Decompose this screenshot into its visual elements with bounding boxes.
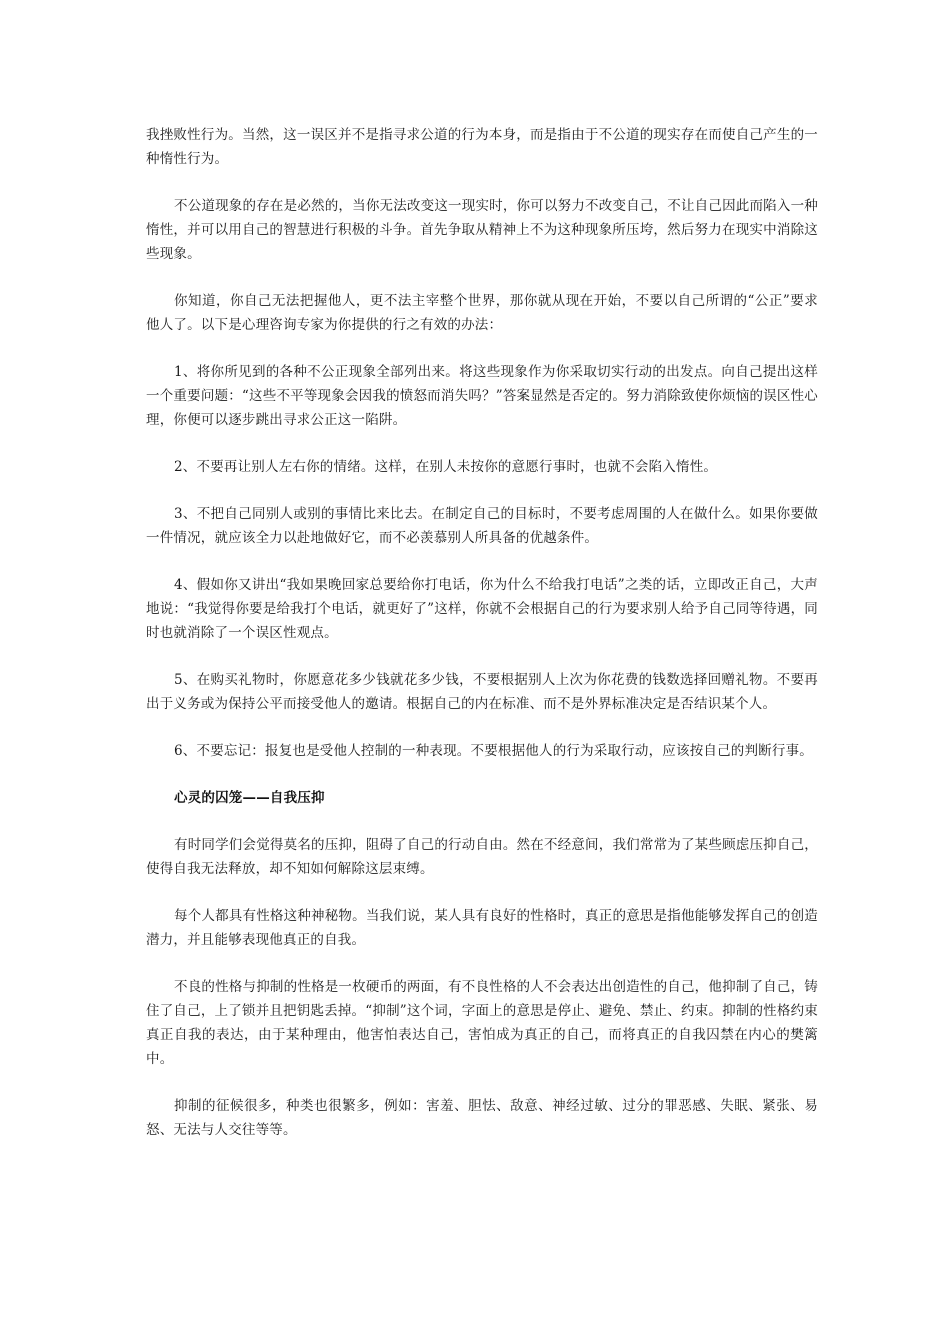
- list-item-2: 2、不要再让别人左右你的情绪。这样，在别人未按你的意愿行事时，也就不会陷入惰性。: [174, 459, 718, 475]
- section-heading: 心灵的囚笼——自我压抑: [174, 790, 325, 806]
- list-item-5: 5、在购买礼物时，你愿意花多少钱就花多少钱，不要根据别人上次为你花费的钱数选择回赠礼物。不要再出于义务或为保持公平而接受他人的邀请。根据自己的内在标准、而不是外界标准决定是否结识某个人。: [146, 672, 818, 712]
- section-paragraph: 不良的性格与抑制的性格是一枚硬币的两面，有不良性格的人不会表达出创造性的自己，他抑制了自己，铸住了自己，上了锁并且把钥匙丢掉。“抑制”这个词，字面上的意思是停止、避免、禁止、约束。抑制的性格约束真正自我的表达，由于某种理由，他害怕表达自己，害怕成为真正的自己，而将真正的自我囚禁在内心的樊篱中。: [146, 979, 818, 1067]
- list-item-6: 6、不要忘记：报复也是受他人控制的一种表现。不要根据他人的行为采取行动，应该按自己的判断行事。: [174, 743, 813, 759]
- list-item-4: 4、假如你又讲出“我如果晚回家总要给你打电话，你为什么不给我打电话”之类的话，立即改正自己，大声地说：“我觉得你要是给我打个电话，就更好了”这样，你就不会根据自己的行为要求别人给予自己同等待遇，同时也就消除了一个误区性观点。: [146, 577, 818, 641]
- list-item-1: 1、将你所见到的各种不公正现象全部列出来。将这些现象作为你采取切实行动的出发点。向自己提出这样一个重要问题：“这些不平等现象会因我的愤怒而消失吗？”答案显然是否定的。努力消除致使你烦恼的误区性心理，你便可以逐步跳出寻求公正这一陷阱。: [146, 364, 818, 428]
- section-paragraph: 抑制的征候很多，种类也很繁多，例如：害羞、胆怯、敌意、神经过敏、过分的罪恶感、失眠、紧张、易怒、无法与人交往等等。: [146, 1098, 818, 1138]
- paragraph-continuation: 我挫败性行为。当然，这一误区并不是指寻求公道的行为本身，而是指由于不公道的现实存在而使自己产生的一种惰性行为。: [146, 127, 818, 167]
- list-item-3: 3、不把自己同别人或别的事情比来比去。在制定自己的目标时，不要考虑周围的人在做什么。如果你要做一件情况，就应该全力以赴地做好它，而不必羡慕别人所具备的优越条件。: [146, 506, 818, 546]
- section-paragraph: 每个人都具有性格这种神秘物。当我们说，某人具有良好的性格时，真正的意思是指他能够发挥自己的创造潜力，并且能够表现他真正的自我。: [146, 908, 818, 948]
- paragraph: 你知道，你自己无法把握他人，更不法主宰整个世界，那你就从现在开始，不要以自己所谓的“公正”要求他人了。以下是心理咨询专家为你提供的行之有效的办法：: [146, 293, 818, 333]
- section-paragraph: 有时同学们会觉得莫名的压抑，阻碍了自己的行动自由。然在不经意间，我们常常为了某些顾虑压抑自己，使得自我无法释放，却不知如何解除这层束缚。: [146, 837, 818, 877]
- paragraph: 不公道现象的存在是必然的，当你无法改变这一现实时，你可以努力不改变自己，不让自己因此而陷入一种惰性，并可以用自己的智慧进行积极的斗争。首先争取从精神上不为这种现象所压垮，然后努力在现实中消除这些现象。: [146, 198, 818, 262]
- document-body: [146, 123, 818, 1165]
